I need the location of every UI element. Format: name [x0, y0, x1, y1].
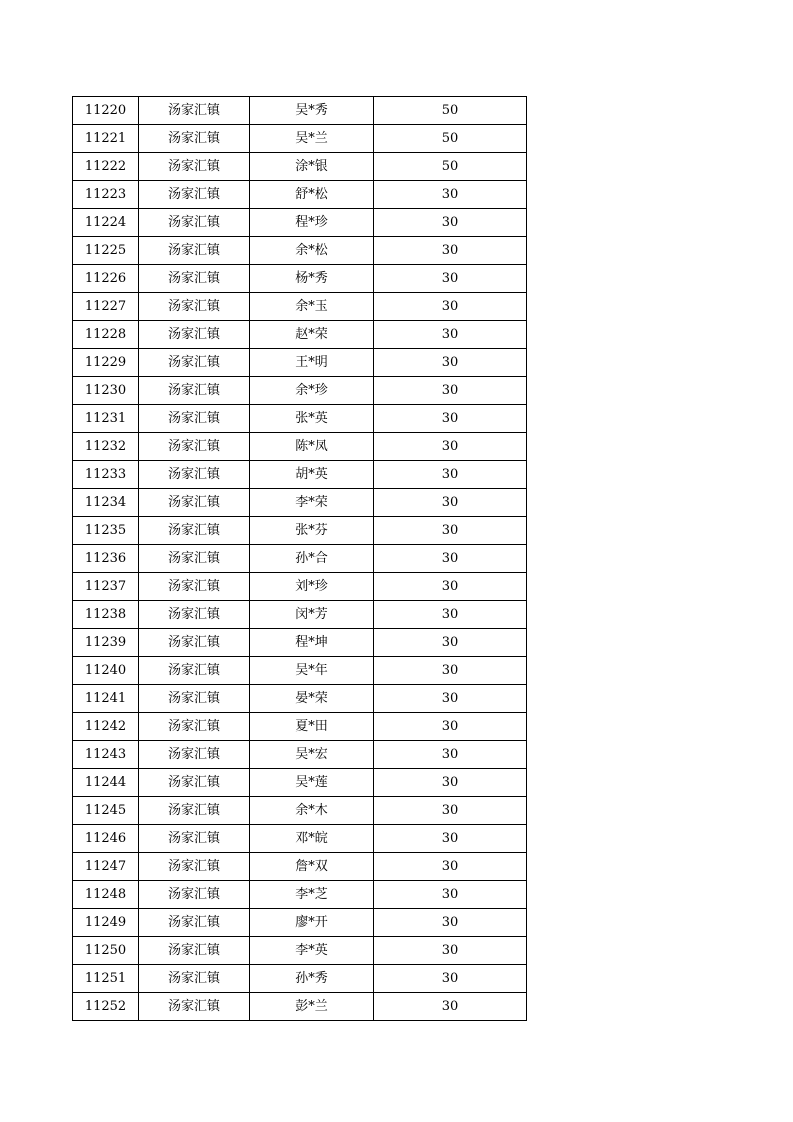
- table-row: [73, 825, 527, 853]
- cell-amount: 30: [374, 573, 527, 601]
- cell-amount: 30: [374, 377, 527, 405]
- table-row: [73, 657, 527, 685]
- cell-amount: 50: [374, 153, 527, 181]
- cell-name: 吴*秀: [250, 97, 374, 125]
- cell-id: 11228: [73, 321, 139, 349]
- cell-name: 邓*皖: [250, 825, 374, 853]
- cell-id: 11223: [73, 181, 139, 209]
- cell-town: 汤家汇镇: [139, 517, 250, 545]
- cell-name: 胡*英: [250, 461, 374, 489]
- cell-id: 11249: [73, 909, 139, 937]
- cell-name: 吴*兰: [250, 125, 374, 153]
- table-body: [73, 97, 527, 1021]
- cell-id: 11245: [73, 797, 139, 825]
- cell-id: 11247: [73, 853, 139, 881]
- table-row: [73, 489, 527, 517]
- cell-name: 余*玉: [250, 293, 374, 321]
- cell-town: 汤家汇镇: [139, 825, 250, 853]
- table-row: [73, 993, 527, 1021]
- cell-id: 11226: [73, 265, 139, 293]
- table-row: [73, 237, 527, 265]
- cell-id: 11225: [73, 237, 139, 265]
- cell-town: 汤家汇镇: [139, 713, 250, 741]
- cell-town: 汤家汇镇: [139, 321, 250, 349]
- table-row: [73, 181, 527, 209]
- cell-amount: 30: [374, 797, 527, 825]
- cell-id: 11252: [73, 993, 139, 1021]
- table-row: [73, 153, 527, 181]
- cell-name: 王*明: [250, 349, 374, 377]
- cell-id: 11222: [73, 153, 139, 181]
- cell-name: 夏*田: [250, 713, 374, 741]
- data-table: [72, 96, 527, 1021]
- table-row: [73, 573, 527, 601]
- cell-name: 刘*珍: [250, 573, 374, 601]
- cell-amount: 30: [374, 853, 527, 881]
- cell-amount: 30: [374, 461, 527, 489]
- cell-id: 11238: [73, 601, 139, 629]
- table-row: [73, 909, 527, 937]
- cell-town: 汤家汇镇: [139, 993, 250, 1021]
- cell-name: 赵*荣: [250, 321, 374, 349]
- cell-name: 张*英: [250, 405, 374, 433]
- cell-amount: 30: [374, 993, 527, 1021]
- cell-id: 11246: [73, 825, 139, 853]
- table-row: [73, 629, 527, 657]
- cell-amount: 30: [374, 545, 527, 573]
- cell-id: 11231: [73, 405, 139, 433]
- table-row: [73, 377, 527, 405]
- cell-id: 11244: [73, 769, 139, 797]
- cell-town: 汤家汇镇: [139, 965, 250, 993]
- table-row: [73, 601, 527, 629]
- cell-town: 汤家汇镇: [139, 461, 250, 489]
- cell-amount: 30: [374, 321, 527, 349]
- cell-amount: 30: [374, 629, 527, 657]
- cell-amount: 30: [374, 881, 527, 909]
- table-row: [73, 797, 527, 825]
- table-row: [73, 209, 527, 237]
- table-row: [73, 713, 527, 741]
- cell-id: 11251: [73, 965, 139, 993]
- cell-amount: 30: [374, 433, 527, 461]
- cell-id: 11237: [73, 573, 139, 601]
- cell-amount: 30: [374, 601, 527, 629]
- cell-name: 李*荣: [250, 489, 374, 517]
- cell-id: 11248: [73, 881, 139, 909]
- cell-town: 汤家汇镇: [139, 909, 250, 937]
- cell-id: 11236: [73, 545, 139, 573]
- cell-amount: 50: [374, 125, 527, 153]
- table-row: [73, 517, 527, 545]
- cell-name: 涂*银: [250, 153, 374, 181]
- cell-id: 11221: [73, 125, 139, 153]
- table-row: [73, 349, 527, 377]
- cell-id: 11240: [73, 657, 139, 685]
- cell-id: 11229: [73, 349, 139, 377]
- cell-name: 吴*莲: [250, 769, 374, 797]
- cell-name: 张*芬: [250, 517, 374, 545]
- cell-town: 汤家汇镇: [139, 349, 250, 377]
- cell-id: 11227: [73, 293, 139, 321]
- cell-town: 汤家汇镇: [139, 797, 250, 825]
- cell-town: 汤家汇镇: [139, 573, 250, 601]
- cell-town: 汤家汇镇: [139, 125, 250, 153]
- cell-id: 11241: [73, 685, 139, 713]
- cell-amount: 30: [374, 517, 527, 545]
- table-row: [73, 433, 527, 461]
- table-row: [73, 965, 527, 993]
- cell-id: 11232: [73, 433, 139, 461]
- cell-name: 李*英: [250, 937, 374, 965]
- cell-town: 汤家汇镇: [139, 853, 250, 881]
- cell-town: 汤家汇镇: [139, 265, 250, 293]
- cell-name: 程*坤: [250, 629, 374, 657]
- table-row: [73, 405, 527, 433]
- cell-name: 闵*芳: [250, 601, 374, 629]
- cell-name: 廖*开: [250, 909, 374, 937]
- cell-town: 汤家汇镇: [139, 237, 250, 265]
- cell-id: 11224: [73, 209, 139, 237]
- cell-amount: 30: [374, 769, 527, 797]
- cell-town: 汤家汇镇: [139, 937, 250, 965]
- cell-town: 汤家汇镇: [139, 489, 250, 517]
- cell-name: 李*芝: [250, 881, 374, 909]
- cell-id: 11250: [73, 937, 139, 965]
- table-row: [73, 293, 527, 321]
- cell-town: 汤家汇镇: [139, 769, 250, 797]
- cell-town: 汤家汇镇: [139, 741, 250, 769]
- cell-id: 11230: [73, 377, 139, 405]
- cell-town: 汤家汇镇: [139, 405, 250, 433]
- cell-town: 汤家汇镇: [139, 377, 250, 405]
- cell-amount: 30: [374, 909, 527, 937]
- cell-amount: 30: [374, 349, 527, 377]
- cell-amount: 30: [374, 405, 527, 433]
- table-row: [73, 265, 527, 293]
- cell-amount: 50: [374, 97, 527, 125]
- cell-id: 11235: [73, 517, 139, 545]
- cell-town: 汤家汇镇: [139, 881, 250, 909]
- cell-name: 余*珍: [250, 377, 374, 405]
- cell-amount: 30: [374, 209, 527, 237]
- table-row: [73, 769, 527, 797]
- cell-name: 詹*双: [250, 853, 374, 881]
- cell-name: 余*松: [250, 237, 374, 265]
- cell-id: 11239: [73, 629, 139, 657]
- cell-name: 舒*松: [250, 181, 374, 209]
- cell-town: 汤家汇镇: [139, 657, 250, 685]
- cell-name: 晏*荣: [250, 685, 374, 713]
- cell-town: 汤家汇镇: [139, 293, 250, 321]
- cell-name: 吴*年: [250, 657, 374, 685]
- cell-name: 程*珍: [250, 209, 374, 237]
- cell-town: 汤家汇镇: [139, 629, 250, 657]
- cell-amount: 30: [374, 825, 527, 853]
- cell-amount: 30: [374, 265, 527, 293]
- cell-amount: 30: [374, 657, 527, 685]
- table-row: [73, 937, 527, 965]
- cell-town: 汤家汇镇: [139, 433, 250, 461]
- cell-town: 汤家汇镇: [139, 181, 250, 209]
- cell-id: 11233: [73, 461, 139, 489]
- cell-town: 汤家汇镇: [139, 97, 250, 125]
- cell-town: 汤家汇镇: [139, 153, 250, 181]
- cell-name: 彭*兰: [250, 993, 374, 1021]
- cell-id: 11220: [73, 97, 139, 125]
- cell-name: 杨*秀: [250, 265, 374, 293]
- cell-amount: 30: [374, 713, 527, 741]
- cell-amount: 30: [374, 237, 527, 265]
- cell-amount: 30: [374, 685, 527, 713]
- cell-name: 吴*宏: [250, 741, 374, 769]
- cell-amount: 30: [374, 965, 527, 993]
- table-row: [73, 853, 527, 881]
- table-row: [73, 881, 527, 909]
- table-row: [73, 125, 527, 153]
- cell-name: 陈*凤: [250, 433, 374, 461]
- table-row: [73, 685, 527, 713]
- table-row: [73, 741, 527, 769]
- cell-town: 汤家汇镇: [139, 209, 250, 237]
- cell-amount: 30: [374, 293, 527, 321]
- table-row: [73, 461, 527, 489]
- cell-id: 11234: [73, 489, 139, 517]
- cell-id: 11243: [73, 741, 139, 769]
- cell-name: 孙*合: [250, 545, 374, 573]
- cell-amount: 30: [374, 181, 527, 209]
- cell-town: 汤家汇镇: [139, 545, 250, 573]
- cell-id: 11242: [73, 713, 139, 741]
- cell-town: 汤家汇镇: [139, 685, 250, 713]
- cell-amount: 30: [374, 489, 527, 517]
- cell-town: 汤家汇镇: [139, 601, 250, 629]
- cell-name: 余*木: [250, 797, 374, 825]
- table-row: [73, 545, 527, 573]
- cell-amount: 30: [374, 741, 527, 769]
- table-row: [73, 97, 527, 125]
- cell-name: 孙*秀: [250, 965, 374, 993]
- table-row: [73, 321, 527, 349]
- cell-amount: 30: [374, 937, 527, 965]
